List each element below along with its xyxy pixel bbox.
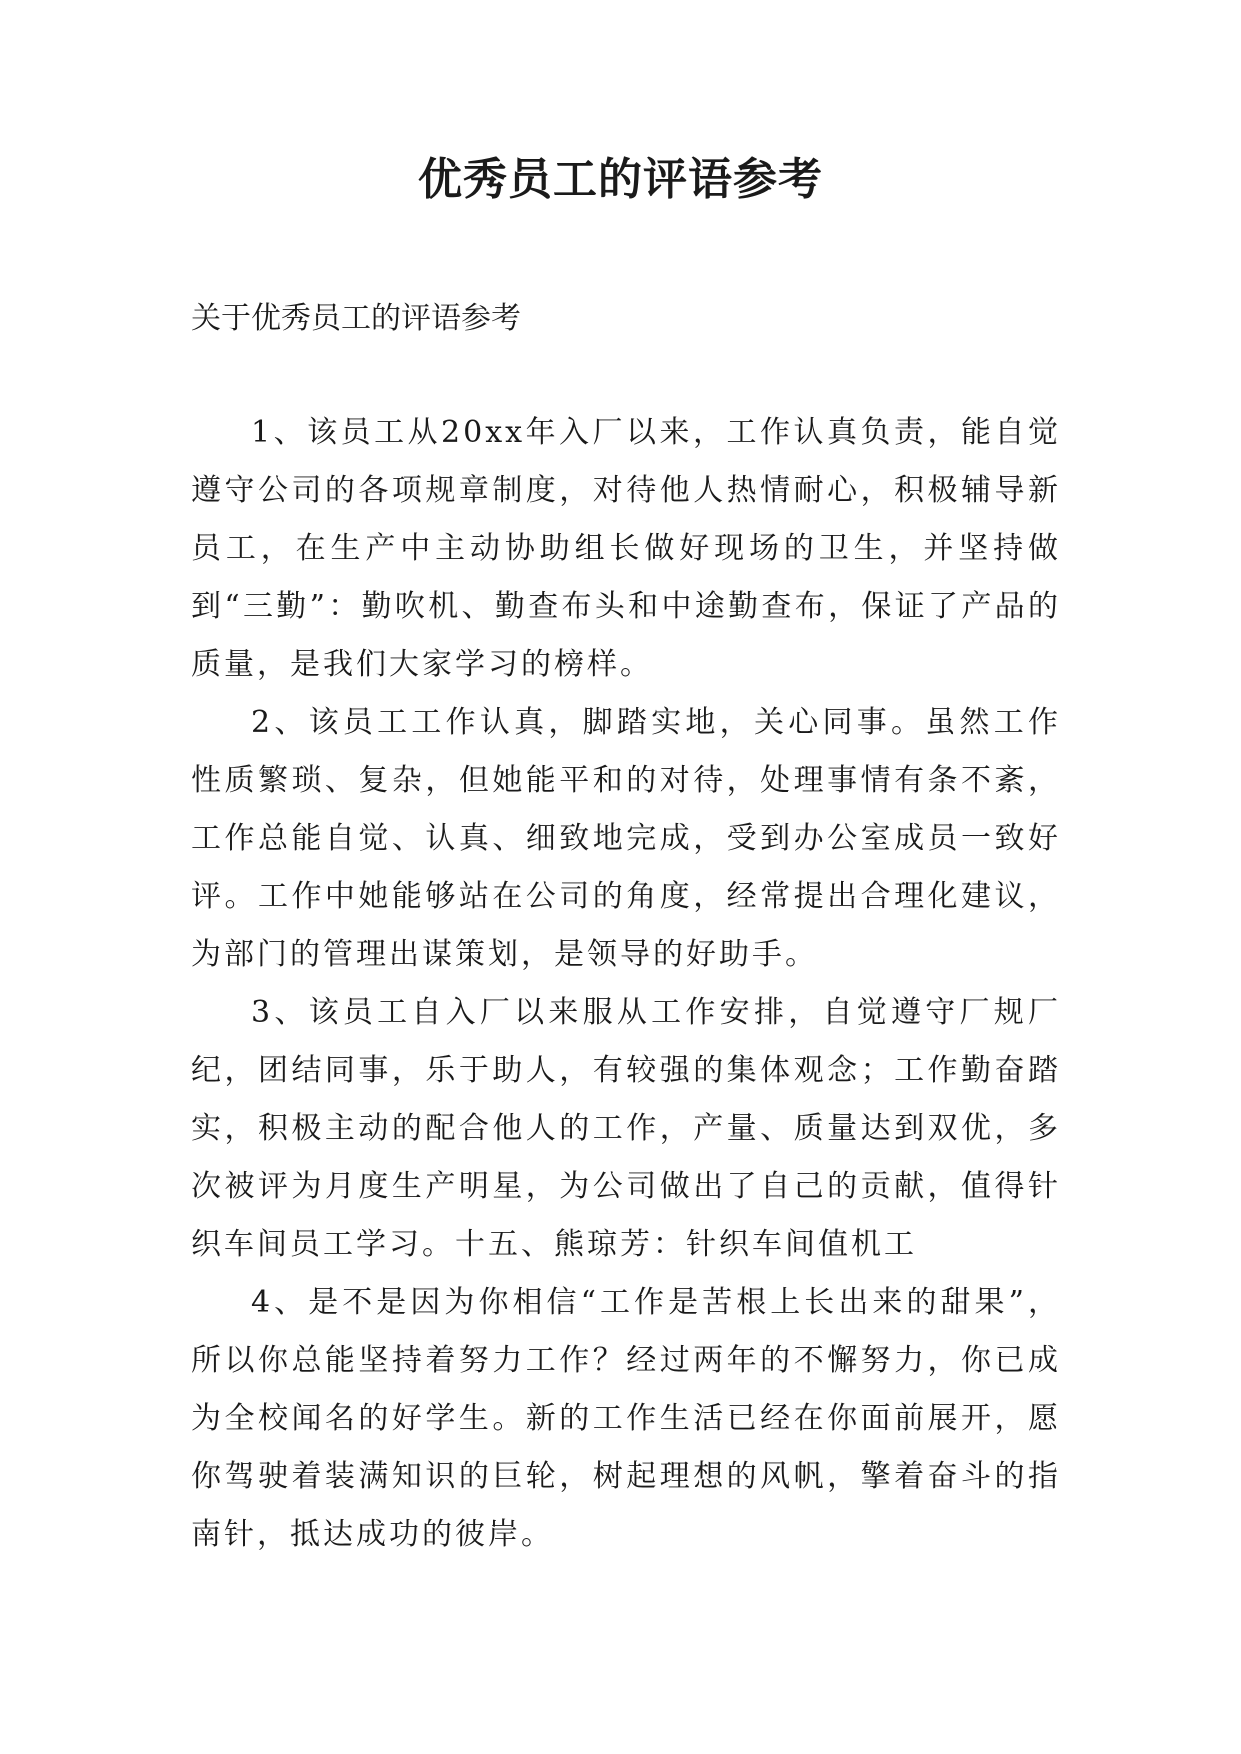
paragraph-2: 2、该员工工作认真，脚踏实地，关心同事。虽然工作性质繁琐、复杂，但她能平和的对待，处理事情有条不紊，工作总能自觉、认真、细致地完成，受到办公室成员一致好评。工作中她能够站在公司的角度，经常提出合理化建议，为部门的管理出谋策划，是领导的好助手。 xyxy=(191,705,1061,972)
document-body xyxy=(191,404,1061,1564)
paragraph-1: 1、该员工从20xx年入厂以来，工作认真负责，能自觉遵守公司的各项规章制度，对待他人热情耐心，积极辅导新员工，在生产中主动协助组长做好现场的卫生，并坚持做到“三勤”：勤吹机、勤查布头和中途勤查布，保证了产品的质量，是我们大家学习的榜样。 xyxy=(191,415,1061,682)
paragraph-4: 4、是不是因为你相信“工作是苦根上长出来的甜果”，所以你总能坚持着努力工作？经过两年的不懈努力，你已成为全校闻名的好学生。新的工作生活已经在你面前展开，愿你驾驶着装满知识的巨轮，树起理想的风帆，擎着奋斗的指南针，抵达成功的彼岸。 xyxy=(191,1285,1061,1552)
document-title: 优秀员工的评语参考 xyxy=(418,154,823,205)
document-subtitle: 关于优秀员工的评语参考 xyxy=(191,301,521,336)
paragraph-3: 3、该员工自入厂以来服从工作安排，自觉遵守厂规厂纪，团结同事，乐于助人，有较强的集体观念；工作勤奋踏实，积极主动的配合他人的工作，产量、质量达到双优，多次被评为月度生产明星，为公司做出了自己的贡献，值得针织车间员工学习。十五、熊琼芳：针织车间值机工 xyxy=(191,995,1061,1262)
